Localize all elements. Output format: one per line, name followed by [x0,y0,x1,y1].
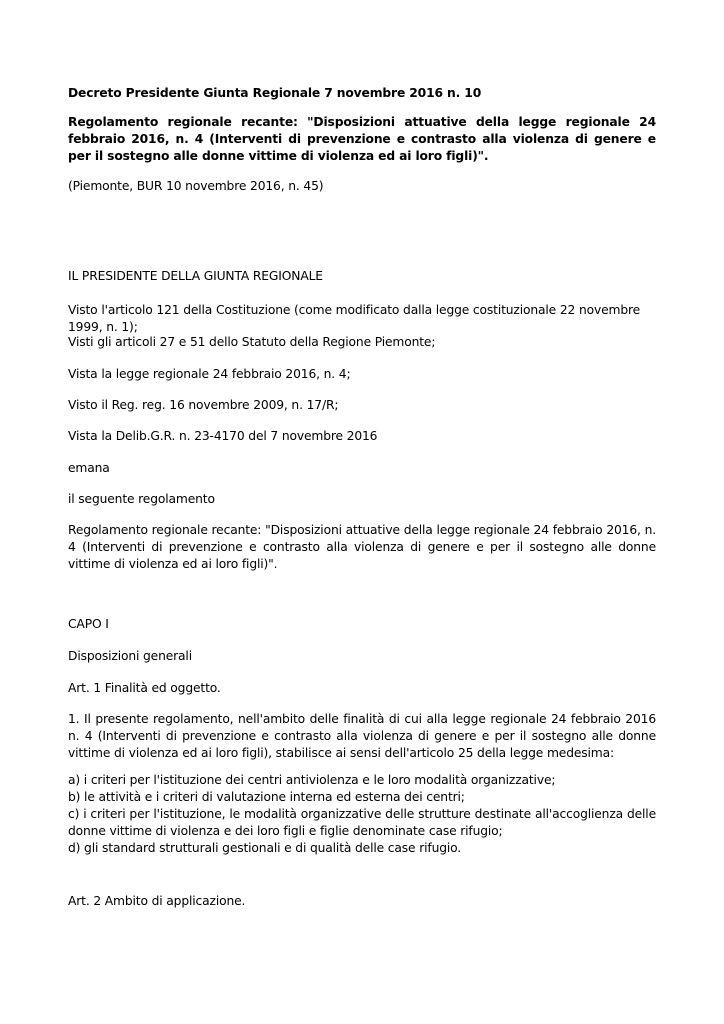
recital-constitution: Visto l'articolo 121 della Costituzione (come modificato dalla legge costituzionale 22 novembre 1999, n. 1); [68,303,641,334]
regulation-title: Regolamento regionale recante: "Disposizioni attuative della legge regionale 24 febbraio 2016, n. 4 (Interventi di prevenzione e contrasto alla violenza di genere e per il sostegno alle donne vittime di violenza ed ai loro figli)". [68,115,656,163]
recital-statute: Visti gli articoli 27 e 51 dello Statuto della Regione Piemonte; [68,335,436,349]
seguente-regolamento-text: il seguente regolamento [68,492,215,506]
list-item: c) i criteri per l'istituzione, le modalità organizzative delle strutture destinate all'accoglienza delle donne vittime di violenza e dei loro figli e figlie denominate case rifugio; [68,807,656,838]
chapter-title: Disposizioni generali [68,649,192,663]
recital-regional-law: Vista la legge regionale 24 febbraio 2016, n. 4; [68,367,351,381]
chapter-heading: CAPO I [68,617,109,631]
article-1-heading: Art. 1 Finalità ed oggetto. [68,681,221,695]
recital-regulation: Visto il Reg. reg. 16 novembre 2009, n. 17/R; [68,398,339,412]
list-item: b) le attività e i criteri di valutazione interna ed esterna dei centri; [68,790,465,804]
list-item: d) gli standard strutturali gestionali e di qualità delle case rifugio. [68,841,462,855]
list-item: a) i criteri per l'istituzione dei centri antiviolenza e le loro modalità organizzative; [68,773,556,787]
article-2-heading: Art. 2 Ambito di applicazione. [68,894,246,908]
authority-heading: IL PRESIDENTE DELLA GIUNTA REGIONALE [68,269,323,283]
decree-title: Decreto Presidente Giunta Regionale 7 novembre 2016 n. 10 [68,86,482,100]
article-1-list [68,772,656,857]
recital-delibera: Vista la Delib.G.R. n. 23-4170 del 7 novembre 2016 [68,429,378,443]
regulation-restated: Regolamento regionale recante: "Disposizioni attuative della legge regionale 24 febbraio 2016, n. 4 (Interventi di prevenzione e contrasto alla violenza di genere e per il sostegno alle donne vittime di violenza ed ai loro figli)". [68,523,656,571]
document-page [68,0,656,1024]
article-1-paragraph-1: 1. Il presente regolamento, nell'ambito delle finalità di cui alla legge regionale 24 febbraio 2016 n. 4 (Interventi di prevenzione e contrasto alla violenza di genere e per il sostegno alle donne vittime di violenza ed ai loro figli), stabilisce ai sensi dell'articolo 25 della legge medesima: [68,712,656,760]
publication-reference: (Piemonte, BUR 10 novembre 2016, n. 45) [68,179,324,193]
emana-text: emana [68,461,110,475]
